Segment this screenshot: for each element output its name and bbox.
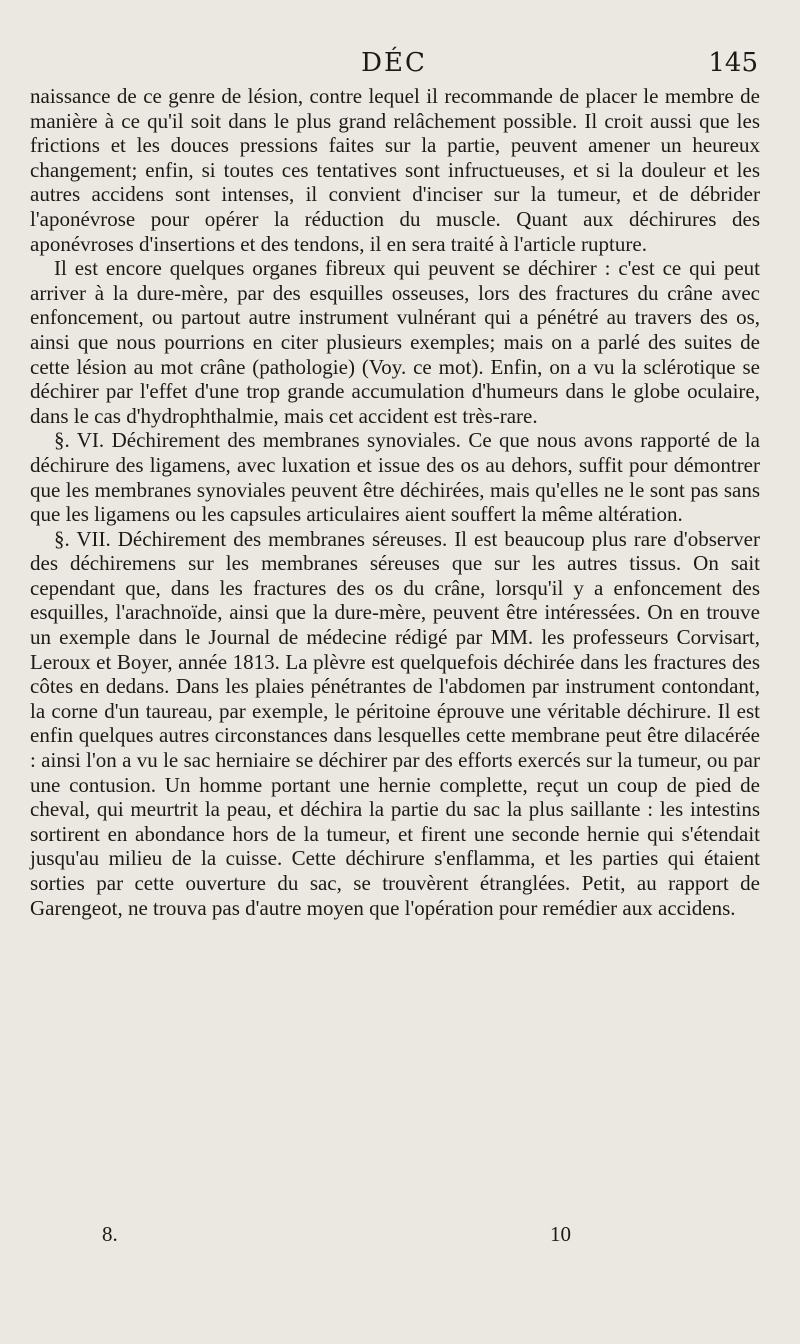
volume-mark: 8. <box>102 1222 118 1246</box>
signature-mark: 10 <box>550 1222 571 1246</box>
paragraph-serous: §. VII. Déchirement des membranes séreuses. Il est beaucoup plus rare d'observer des déchiremens sur les membranes séreuses que sur les autres tissus. On sait cependant que, dans les fractures des os du crâne, lorsqu'il y a enfoncement des esquilles, l'arachnoïde, ainsi que la dure-mère, peuvent être intéressées. On en trouve un exemple dans le Journal de médecine rédigé par MM. les professeurs Corvisart, Leroux et Boyer, année 1813. La plèvre est quelquefois déchirée dans les fractures des côtes en dedans. Dans les plaies pénétrantes de l'abdomen par instrument contondant, la corne d'un taureau, par exemple, le péritoine éprouve une véritable déchirure. Il est enfin quelques autres circonstances dans lesquelles cette membrane peut être dilacérée : ainsi l'on a vu le sac herniaire se déchirer par des efforts exercés sur la tumeur, ou par une contusion. Un homme portant une hernie complette, reçut un coup de pied de cheval, qui meurtrit la peau, et déchira la partie du sac la plus saillante : les intestins sortirent en abondance hors de la tumeur, et firent une seconde hernie qui s'étendait jusqu'au milieu de la cuisse. Cette déchirure s'enflamma, et les parties qui étaient sorties par cette ouverture du sac, se trouvèrent étranglées. Petit, au rapport de Garengeot, ne trouva pas d'autre moyen que l'opération pour remédier aux accidens. <box>30 526 760 920</box>
body-text <box>30 84 760 920</box>
paragraph-synovial: §. VI. Déchirement des membranes synoviales. Ce que nous avons rapporté de la déchirure des ligamens, avec luxation et issue des os au dehors, suffit pour démontrer que les membranes synoviales peuvent être déchirées, mais qu'elles ne le sont pas sans que les ligamens ou les capsules articulaires aient souffert la même altération. <box>30 428 760 527</box>
page-footer <box>30 1222 760 1252</box>
running-header <box>30 48 758 84</box>
running-title: DÉC <box>361 48 427 78</box>
page-number: 145 <box>708 48 758 78</box>
paragraph-continuation: naissance de ce genre de lésion, contre lequel il recommande de placer le membre de manière à ce qu'il soit dans le plus grand relâchement possible. Il croit aussi que les frictions et les douces pressions faites sur la partie, peuvent amener un heureux changement; enfin, si toutes ces tentatives sont infructueuses, et si la douleur et les autres accidens sont intenses, il convient d'inciser sur la tumeur, et de débrider l'aponévrose pour opérer la réduction du muscle. Quant aux déchirures des aponévroses d'insertions et des tendons, il en sera traité à l'article rupture. <box>30 84 760 256</box>
paragraph-fibrous-organs: Il est encore quelques organes fibreux qui peuvent se déchirer : c'est ce qui peut arriver à la dure-mère, par des esquilles osseuses, lors des fractures du crâne avec enfoncement, ou partout autre instrument vulnérant qui a pénétré au travers des os, ainsi que nous pourrions en citer plusieurs exemples; mais on a parlé des suites de cette lésion au mot crâne (pathologie) (Voy. ce mot). Enfin, on a vu la sclérotique se déchirer par l'effet d'une trop grande accumulation d'humeurs dans le globe oculaire, dans le cas d'hydrophthalmie, mais cet accident est très-rare. <box>30 256 760 428</box>
